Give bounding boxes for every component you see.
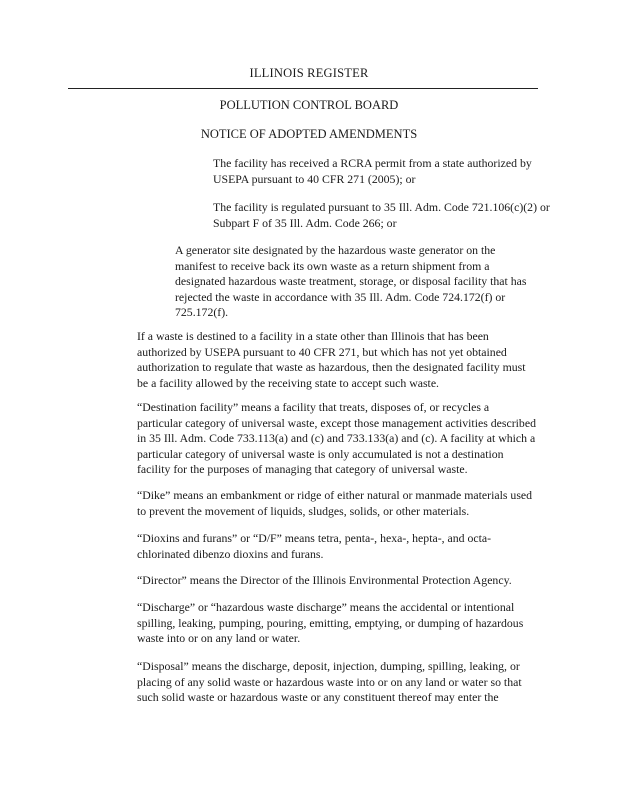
header-rule xyxy=(68,88,538,89)
board-title: POLLUTION CONTROL BOARD xyxy=(219,98,399,112)
paragraph-director: “Director” means the Director of the Illinois Environmental Protection Agency. xyxy=(137,573,512,587)
paragraph-dike: “Dike” means an embankment or ridge of either natural or manmade materials used to prevent the movement of liquids, sludges, solids, or other materials. xyxy=(137,488,533,518)
paragraph-discharge: “Discharge” or “hazardous waste discharge” means the accidental or intentional spilling, leaking, pumping, pouring, emitting, emptying, or dumping of hazardous waste into or on any land or water. xyxy=(137,600,524,646)
notice-title: NOTICE OF ADOPTED AMENDMENTS xyxy=(200,127,418,141)
paragraph-destination-facility: “Destination facility” means a facility that treats, disposes of, or recycles a particular category of universal waste, except those management activities described in 35 Ill. Adm. Code 733.113(a) and (c) and 733.133(a) and (c). A facility at which a particular category of universal waste is only accumulated is not a destination facility for the purposes of managing that category of universal waste. xyxy=(137,400,536,477)
register-title: ILLINOIS REGISTER xyxy=(249,66,369,80)
paragraph-generator-site: A generator site designated by the hazardous waste generator on the manifest to receive back its own waste as a return shipment from a designated hazardous waste treatment, storage, or disposal facility that has rejected the waste in accordance with 35 Ill. Adm. Code 724.172(f) or 725.172(f). xyxy=(175,243,527,320)
paragraph-disposal: “Disposal” means the discharge, deposit, injection, dumping, spilling, leaking, or placing of any solid waste or hazardous waste into or on any land or water so that such solid waste or hazardous waste or any constituent thereof may enter the xyxy=(137,659,522,705)
paragraph-dioxins-furans: “Dioxins and furans” or “D/F” means tetra, penta-, hexa-, hepta-, and octa-chlorinated dibenzo dioxins and furans. xyxy=(137,531,492,561)
paragraph-regulated-facility: The facility is regulated pursuant to 35 Ill. Adm. Code 721.106(c)(2) or Subpart F of 35 Ill. Adm. Code 266; or xyxy=(213,200,550,230)
paragraph-other-state: If a waste is destined to a facility in a state other than Illinois that has been authorized by USEPA pursuant to 40 CFR 271, but which has not yet obtained authorization to regulate that waste as hazardous, then the designated facility must be a facility allowed by the receiving state to accept such waste. xyxy=(137,329,526,390)
paragraph-rcra-permit: The facility has received a RCRA permit from a state authorized by USEPA pursuant to 40 CFR 271 (2005); or xyxy=(213,156,532,186)
